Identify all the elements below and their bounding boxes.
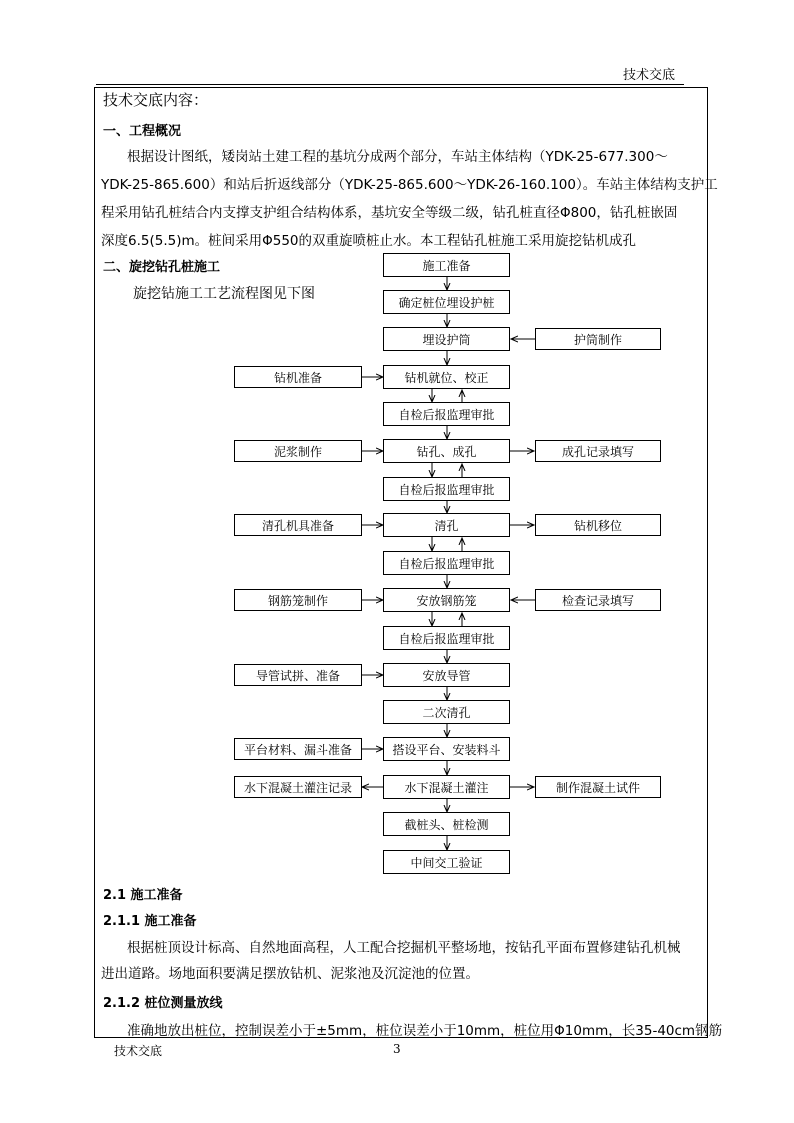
content-heading: 技术交底内容： xyxy=(103,91,209,109)
flowchart-caption: 旋挖钻施工工艺流程图见下图 xyxy=(133,286,315,302)
flow-step: 安放钢筋笼 xyxy=(383,588,510,612)
flow-side-step: 泥浆制作 xyxy=(234,440,362,462)
paragraph-line: 准确地放出桩位，控制误差小于±5mm，桩位误差小于10mm，桩位用Φ10mm，长35-40cm钢筋 xyxy=(127,1023,723,1039)
footer-label: 技术交底 xyxy=(114,1044,163,1058)
flow-side-step: 水下混凝土灌注记录 xyxy=(234,776,362,798)
paragraph-line: 进出道路。场地面积要满足摆放钻机、泥浆池及沉淀池的位置。 xyxy=(101,966,479,982)
flow-step: 钻机就位、校正 xyxy=(383,365,510,389)
flow-step: 安放导管 xyxy=(383,663,510,687)
paragraph-line: YDK-25-865.600）和站后折返线部分（YDK-25-865.600～YDK-26-160.100）。车站主体结构支护工 xyxy=(101,177,718,193)
flow-step: 中间交工验证 xyxy=(383,850,510,874)
flow-side-step: 平台材料、漏斗准备 xyxy=(234,738,362,760)
flow-side-step: 清孔机具准备 xyxy=(234,514,362,536)
flow-side-step: 导管试拼、准备 xyxy=(234,664,362,686)
section-2-title: 二、旋挖钻孔桩施工 xyxy=(103,260,221,275)
flow-side-step: 钻机准备 xyxy=(234,366,362,388)
flow-step: 二次清孔 xyxy=(383,700,510,724)
section-2-1-title: 2.1 施工准备 xyxy=(103,888,183,903)
flow-side-step: 护筒制作 xyxy=(535,328,661,350)
flow-side-step: 成孔记录填写 xyxy=(535,440,661,462)
page-number: 3 xyxy=(393,1042,401,1056)
flow-step: 清孔 xyxy=(383,513,510,537)
flow-step: 确定桩位埋设护桩 xyxy=(383,290,510,314)
flow-side-step: 检查记录填写 xyxy=(535,589,661,611)
header-title: 技术交底 xyxy=(623,68,676,83)
flow-side-step: 制作混凝土试件 xyxy=(535,776,661,798)
paragraph-line: 深度6.5(5.5)m。桩间采用Φ550的双重旋喷桩止水。本工程钻孔桩施工采用旋挖钻机成孔 xyxy=(101,233,637,249)
flow-step: 水下混凝土灌注 xyxy=(383,775,510,799)
section-1-title: 一、工程概况 xyxy=(103,124,182,139)
paragraph-line: 程采用钻孔桩结合内支撑支护组合结构体系，基坑安全等级二级，钻孔桩直径Φ800，钻孔桩嵌固 xyxy=(101,205,678,221)
section-2-1-2-title: 2.1.2 桩位测量放线 xyxy=(103,996,223,1011)
flow-side-step: 钻机移位 xyxy=(535,514,661,536)
paragraph-line: 根据桩顶设计标高、自然地面高程，人工配合挖掘机平整场地，按钻孔平面布置修建钻孔机械 xyxy=(127,940,681,956)
flow-side-step: 钢筋笼制作 xyxy=(234,589,362,611)
paragraph-line: 根据设计图纸，矮岗站土建工程的基坑分成两个部分，车站主体结构（YDK-25-677.300～ xyxy=(127,149,668,165)
flow-step: 自检后报监理审批 xyxy=(383,551,510,575)
flow-step: 搭设平台、安装料斗 xyxy=(383,737,510,761)
flow-step: 施工准备 xyxy=(383,253,510,277)
flow-step: 自检后报监理审批 xyxy=(383,477,510,501)
flow-step: 钻孔、成孔 xyxy=(383,439,510,463)
flow-step: 截桩头、桩检测 xyxy=(383,812,510,836)
flow-step: 自检后报监理审批 xyxy=(383,626,510,650)
flow-step: 埋设护筒 xyxy=(383,327,510,351)
flow-step: 自检后报监理审批 xyxy=(383,402,510,426)
section-2-1-1-title: 2.1.1 施工准备 xyxy=(103,914,197,929)
